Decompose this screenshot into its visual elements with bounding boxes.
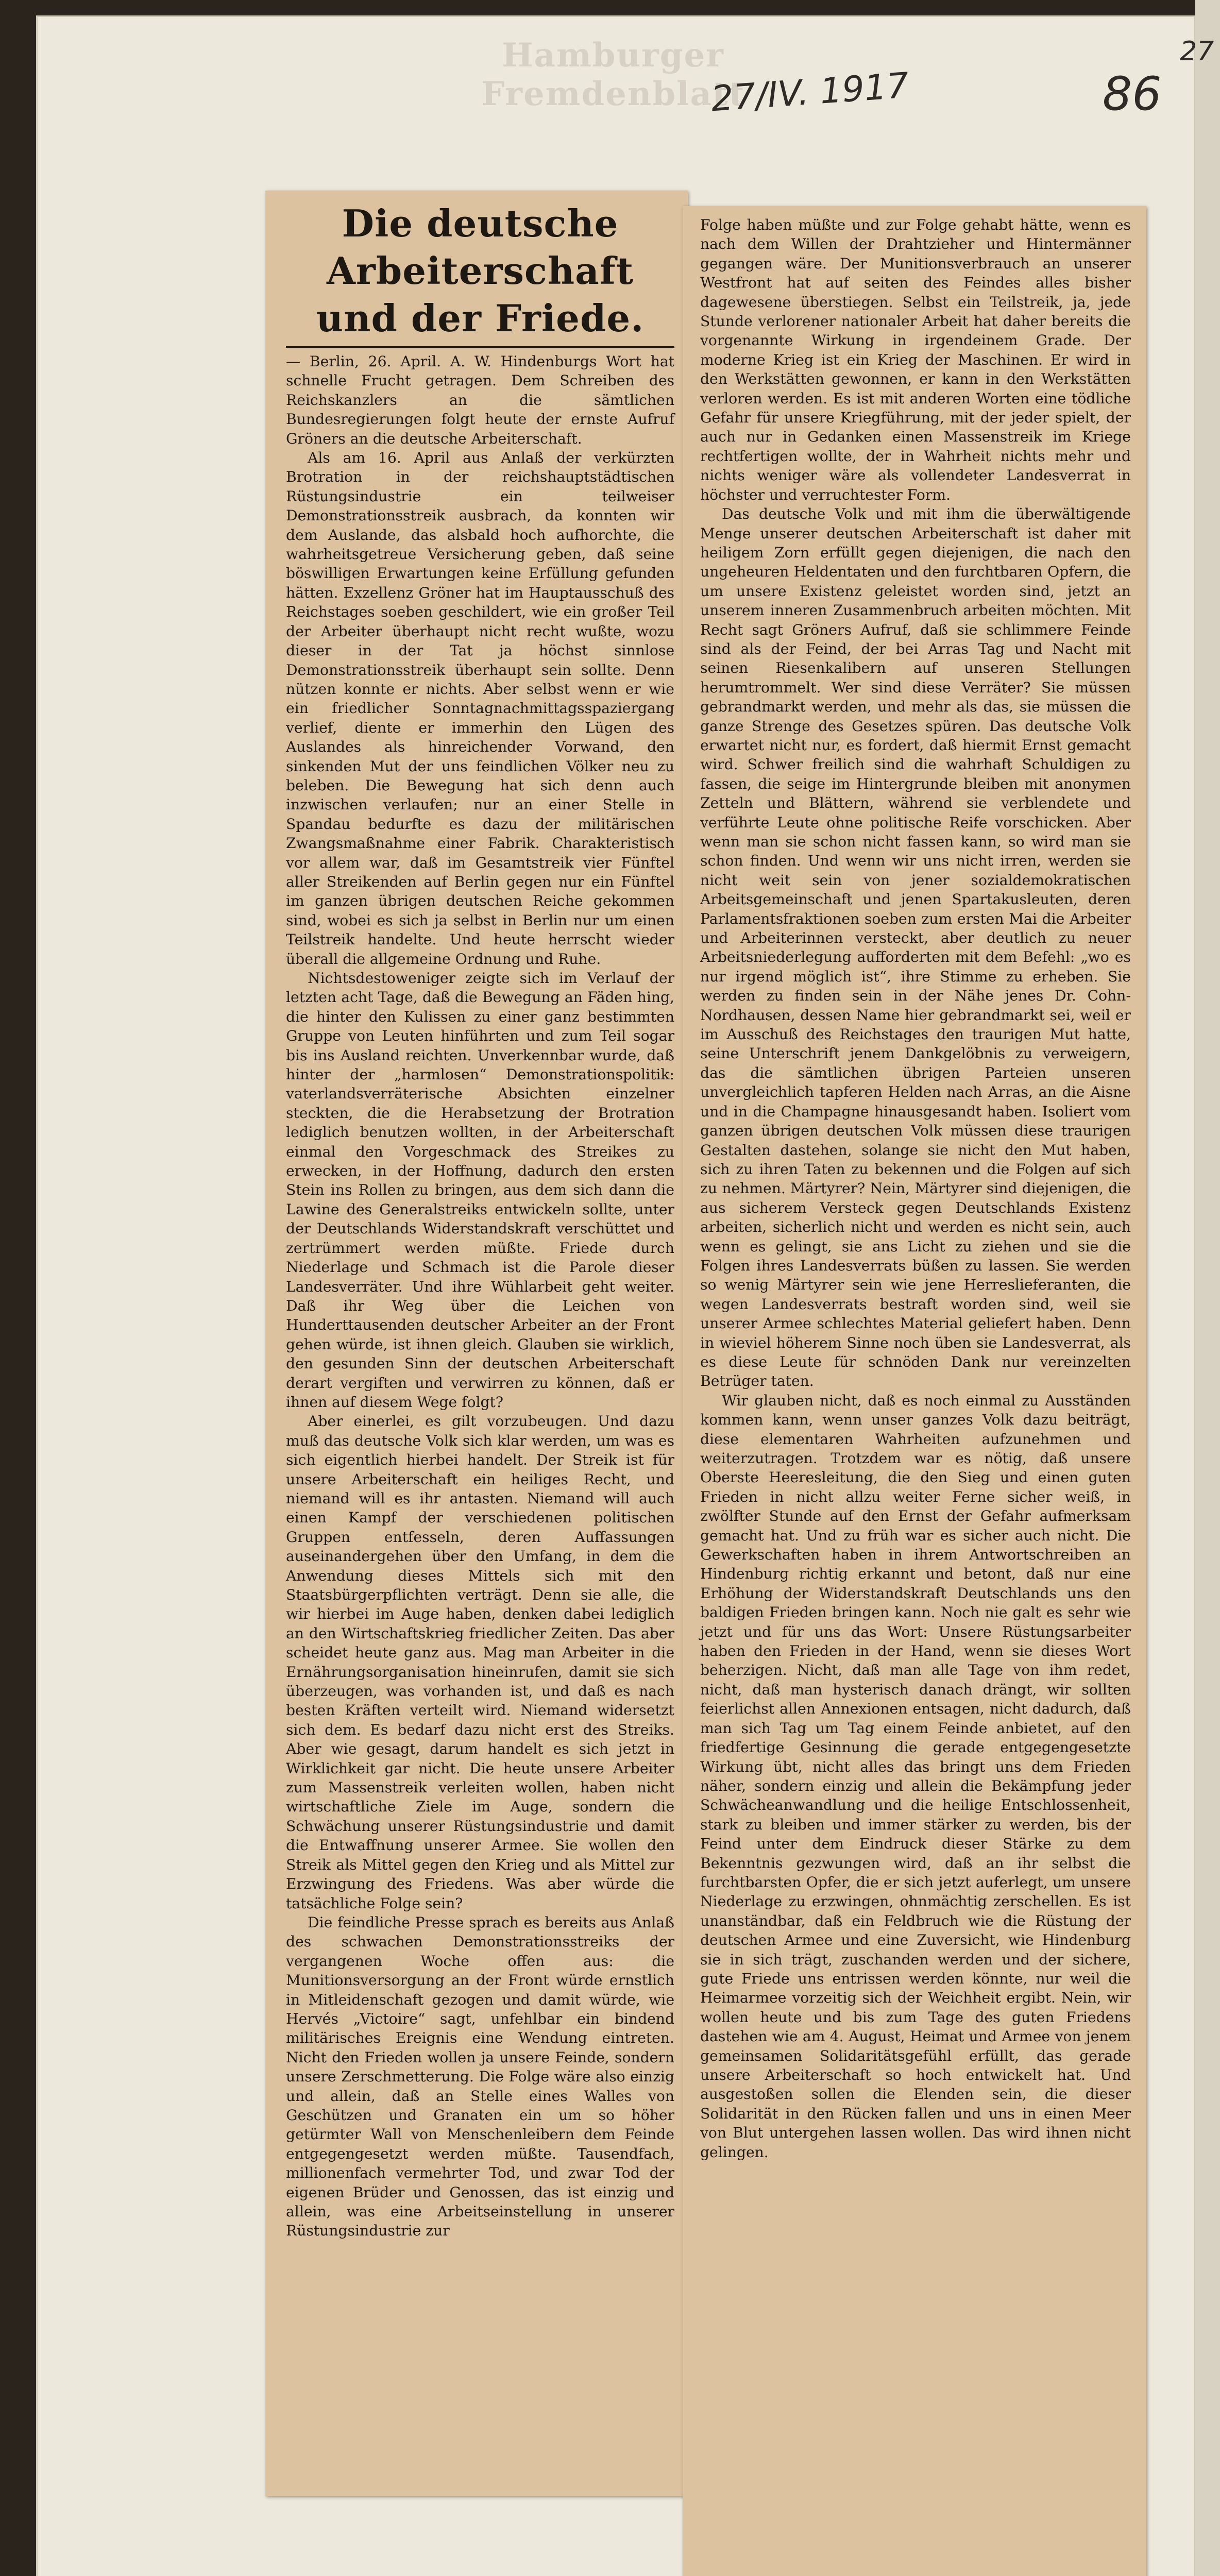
article-headline: Die deutsche Arbeiterschaft und der Friede. [316,201,645,340]
newspaper-masthead-stamp: Hamburger Fremdenblatt [481,36,745,113]
paragraph: Die feindliche Presse sprach es bereits aus Anlaß des schwachen Demonstrationsstreiks der vergangenen Woche offen aus: die Munitionsversorgung an der Front würde ernstlich in Mitleidenschaft gezogen und damit würde, wie Hervés „Victoire“ sagt, unfehlbar ein bindend militärisches Ereignis eine Wendung eintreten. Nicht den Frieden wollen ja unsere Feinde, sondern unsere Zerschmetterung. Die Folge wäre also einzig und allein, daß an Stelle eines Walles von Geschützen und Granaten ein um so höher getürmter Wall von Menschenleibern dem Feinde entgegengesetzt werden müßte. Tausendfach, millionenfach vermehrter Tod, und zwar Tod der eigenen Brüder und Genossen, das ist einzig und allein, was eine Arbeitseinstellung in unserer Rüstungsindustrie zur [286,1913,674,2240]
handwritten-corner-number: 27 [1180,36,1214,67]
board-edge [1195,0,1220,2576]
paragraph: Aber einerlei, es gilt vorzubeugen. Und dazu muß das deutsche Volk sich klar werden, um was es sich eigentlich hierbei handelt. Der Streik ist für unsere Arbeiterschaft ein heiliges Recht, und niemand will es ihr antasten. Niemand will auch einen Kampf der verschiedenen politischen Gruppen entfesseln, deren Auffassungen auseinandergehen über den Umfang, in dem die Anwendung dieses Mittels sich mit den Staatsbürgerpflichten verträgt. Denn sie alle, die wir hierbei im Auge haben, denken dabei lediglich an den Wirtschaftskrieg friedlicher Zeiten. Das aber scheidet heute ganz aus. Mag man Arbeiter in die Ernährungsorganisation hineinrufen, damit sie sich überzeugen, was vorhanden ist, und daß es nach besten Kräften verteilt wird. Niemand widersetzt sich dem. Es bedarf dazu nicht erst des Streiks. Aber wie gesagt, darum handelt es sich jetzt in Wirklichkeit gar nicht. Die heute unsere Arbeiter zum Massenstreik verleiten wollen, haben nicht wirtschaftliche Ziele im Auge, sondern die Schwächung unserer Rüstungsindustrie und damit die Entwaffnung unserer Armee. Sie wollen den Streik als Mittel gegen den Krieg und als Mittel zur Erzwingung des Friedens. Was aber würde die tatsächliche Folge sein? [286,1413,674,1912]
clipping-right-column [683,206,1146,2576]
handwritten-folio-number: 86 [1103,67,1162,121]
clipping-left-column [265,191,688,2496]
paragraph: Nichtsdestoweniger zeigte sich im Verlauf der letzten acht Tage, daß die Bewegung an Fäden hing, die hinter den Kulissen zu einer ganz bestimmten Gruppe von Leuten hinführten und zum Teil sogar bis ins Ausland reichten. Unverkennbar wurde, daß hinter der „harmlosen“ Demonstrationspolitik: vaterlandsverräterische Absichten einzelner steckten, die die Herabsetzung der Brotration lediglich benutzen wollten, in der Arbeiterschaft einmal den Vorgeschmack des Streikes zu erwecken, in der Hoffnung, dadurch den ersten Stein ins Rollen zu bringen, aus dem sich dann die Lawine des Generalstreiks entwickeln sollte, unter der Deutschlands Widerstandskraft verschüttet und zertrümmert werden müßte. Friede durch Niederlage und Schmach ist die Parole dieser Landesverräter. Und ihre Wühlarbeit geht weiter. Daß ihr Weg über die Leichen von Hunderttausenden deutscher Arbeiter an der Front gehen würde, ist ihnen gleich. Glauben sie wirklich, den gesunden Sinn der deutschen Arbeiterschaft derart vergiften und verwirren zu können, daß er ihnen auf diesem Wege folgt? [286,970,674,1411]
paragraph: Folge haben müßte und zur Folge gehabt hätte, wenn es nach dem Willen der Drahtzieher und Hintermänner gegangen wäre. Der Munitionsverbrauch an unserer Westfront hat auf seiten des Feindes alles bisher dagewesene überstiegen. Selbst ein Teilstreik, ja, jede Stunde verlorener nationaler Arbeit hat daher bereits die vorgenannte Wirkung in irgendeinem Grade. Der moderne Krieg ist ein Krieg der Maschinen. Er wird in den Werkstätten gewonnen, er kann in den Werkstätten verloren werden. Es ist mit anderen Worten eine tödliche Gefahr für unsere Kriegführung, mit der jeder spielt, der auch nur in Gedanken einen Massenstreik im Kriege rechtfertigen wollte, der in Wahrheit nichts mehr und nichts weniger wäre als vollendeter Landesverrat in höchster und verruchtester Form. [700,216,1131,503]
paragraph: — Berlin, 26. April. A. W. Hindenburgs Wort hat schnelle Frucht getragen. Dem Schreiben des Reichskanzlers an die sämtlichen Bundesregierungen folgt heute der ernste Aufruf Gröners an die deutsche Arbeiterschaft. [286,353,674,447]
paragraph: Wir glauben nicht, daß es noch einmal zu Ausständen kommen kann, wenn unser ganzes Volk dazu beiträgt, diese elementaren Wahrheiten aufzunehmen und weiterzutragen. Trotzdem war es nötig, daß unsere Oberste Heeresleitung, die den Sieg und einen guten Frieden in nicht allzu weiter Ferne sicher weiß, in zwölfter Stunde auf den Ernst der Gefahr aufmerksam gemacht hat. Und zu früh war es sicher auch nicht. Die Gewerkschaften haben in ihrem Antwortschreiben an Hindenburg richtig erkannt und betont, daß nur eine Erhöhung der Widerstandskraft Deutschlands uns den baldigen Frieden bringen kann. Noch nie galt es sehr wie jetzt und für uns das Wort: Unsere Rüstungsarbeiter haben den Frieden in der Hand, wenn sie dieses Wort beherzigen. Nicht, daß man alle Tage von ihm redet, nicht, daß man hysterisch danach drängt, wir sollten feierlichst allen Annexionen entsagen, nicht dadurch, daß man sich Tag um Tag einem Feinde anbietet, auf den friedfertige Gesinnung die gerade entgegengesetzte Wirkung übt, nicht alles das bringt uns dem Frieden näher, sondern einzig und allein die Bekämpfung jeder Schwächeanwandlung und die heilige Entschlossenheit, stark zu bleiben und immer stärker zu werden, bis der Feind unter dem Eindruck dieser Stärke zu dem Bekenntnis gezwungen wird, daß an ihr selbst die furchtbarsten Opfer, die er sich jetzt auferlegt, um unsere Niederlage zu erzwingen, ohnmächtig zerschellen. Es ist unanständbar, daß ein Feldbruch wie die Rüstung der deutschen Armee und eine Zuversicht, wie Hindenburg sie in sich trägt, zuschanden werden und der sichere, gute Friede uns entrissen werden könnte, nur weil die Heimarmee vorzeitig sich der Weichheit ergibt. Nein, wir wollen heute und bis zum Tage des guten Friedens dastehen wie am 4. August, Heimat und Armee von jenem gemeinsamen Solidaritätsgefühl erfüllt, das gerade unsere Arbeiterschaft so hoch entwickelt hat. Und ausgestoßen sollen die Elenden sein, die dieser Solidarität in den Rücken fallen und uns in einen Meer von Blut untergehen lassen wollen. Das wird ihnen nicht gelingen. [700,1392,1131,2161]
headline-rule [286,346,674,348]
handwritten-date: 27/IV. 1917 [709,65,910,120]
paragraph: Als am 16. April aus Anlaß der verkürzten Brotration in der reichshauptstädtischen Rüstungsindustrie ein teilweiser Demonstrationsstreik ausbrach, da konnten wir dem Auslande, das alsbald hoch aufhorchte, die wahrheitsgetreue Versicherung geben, daß seine böswilligen Erwartungen keine Erfüllung gefunden hätten. Exzellenz Gröner hat im Hauptausschuß des Reichstages soeben geschildert, wie ein großer Teil der Arbeiter überhaupt nicht recht wußte, wozu dieser in der Tat ja höchst sinnlose Demonstrationsstreik überhaupt sein sollte. Denn nützen konnte er nichts. Aber selbst wenn er wie ein friedlicher Sonntagnachmittagsspaziergang verlief, diente er immerhin den Lügen des Auslandes als hinreichender Vorwand, den sinkenden Mut der uns feindlichen Völker neu zu beleben. Die Bewegung hat sich denn auch inzwischen verlaufen; nur an einer Stelle in Spandau bedurfte es dazu der militärischen Zwangsmaßnahme einer Fabrik. Charakteristisch vor allem war, daß im Gesamtstreik vier Fünftel aller Streikenden auf Berlin gegen nur ein Fünftel im ganzen übrigen deutschen Reiche gekommen sind, wobei es sich ja selbst in Berlin nur um einen Teilstreik handelte. Und heute herrscht wieder überall die allgemeine Ordnung und Ruhe. [286,449,674,968]
paragraph: Das deutsche Volk und mit ihm die überwältigende Menge unserer deutschen Arbeiterschaft ist daher mit heiligem Zorn erfüllt gegen diejenigen, die nach den ungeheuren Heldentaten und den furchtbaren Opfern, die um unsere Existenz geleistet worden sind, jetzt an unserem inneren Zusammenbruch arbeiten möchten. Mit Recht sagt Gröners Aufruf, daß sie schlimmere Feinde sind als der Feind, der bei Arras Tag und Nacht mit seinen Riesenkalibern auf unseren Stellungen herumtrommelt. Wer sind diese Verräter? Sie müssen gebrandmarkt werden, und mehr als das, sie müssen die ganze Strenge des Gesetzes spüren. Das deutsche Volk erwartet nicht nur, es fordert, daß hiermit Ernst gemacht wird. Schwer freilich sind die wahrhaft Schuldigen zu fassen, die seige im Hintergrunde bleiben mit anonymen Zetteln und Blättern, während sie verblendete und verführte Leute ohne politische Reife vorschicken. Aber wenn man sie schon nicht fassen kann, so wird man sie schon finden. Und wenn wir uns nicht irren, werden sie nicht weit sein von jener sozialdemokratischen Arbeitsgemeinschaft und jenen Spartakusleuten, deren Parlamentsfraktionen soeben zum ersten Mai die Arbeiter und Arbeiterinnen versteckt, aber deutlich zu neuer Arbeitsniederlegung aufforderten mit dem Befehl: „wo es nur irgend möglich ist“, ihre Stimme zu erheben. Sie werden zu finden sein in der Nähe jenes Dr. Cohn-Nordhausen, dessen Name hier gebrandmarkt sei, weil er im Ausschuß des Reichstages den traurigen Mut hatte, seine Unterschrift jenem Dankgelöbnis zu verweigern, das die sämtlichen übrigen Parteien unseren unvergleichlich tapferen Helden nach Arras, an die Aisne und in die Champagne hinausgesandt haben. Isoliert vom ganzen übrigen deutschen Volk müssen diese traurigen Gestalten dastehen, solange sie nicht den Mut haben, sich zu ihren Taten zu bekennen und die Folgen auf sich zu nehmen. Märtyrer? Nein, Märtyrer sind diejenigen, die aus sicherem Versteck gegen Deutschlands Existenz arbeiten, sicherlich nicht und werden es nicht sein, auch wenn es gelingt, sie ans Licht zu ziehen und sie die Folgen ihres Landesverrats büßen zu lassen. Sie werden so wenig Märtyrer sein wie jene Herreslieferanten, die wegen Landesverrats bestraft worden sind, weil sie unserer Armee schlechtes Material geliefert haben. Denn in wieviel höherem Sinne noch üben sie Landesverrat, als es diese Leute für schnöden Dank nur vereinzelten Betrüger taten. [700,505,1131,1390]
